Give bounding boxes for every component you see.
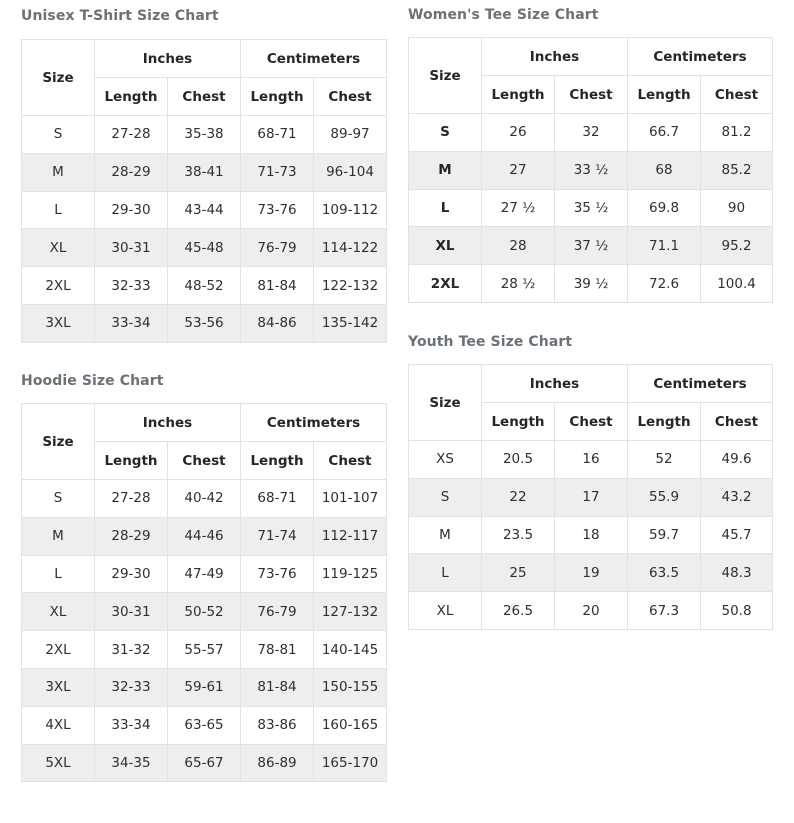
chest-cm-cell: 49.6 bbox=[701, 441, 773, 479]
length-cm-cell: 71-74 bbox=[241, 517, 314, 555]
length-in-cell: 31-32 bbox=[95, 631, 168, 669]
length-cm-cell: 73-76 bbox=[241, 555, 314, 593]
centimeters-header: Centimeters bbox=[241, 404, 387, 442]
chest-cm-cell: 101-107 bbox=[314, 480, 387, 518]
length-cm-cell: 68-71 bbox=[241, 480, 314, 518]
size-header: Size bbox=[22, 40, 95, 116]
length-in-cell: 33-34 bbox=[95, 304, 168, 342]
chest-in-cell: 37 ½ bbox=[555, 227, 628, 265]
length-in-cell: 25 bbox=[482, 554, 555, 592]
chart-title: Youth Tee Size Chart bbox=[408, 334, 573, 350]
size-cell: 4XL bbox=[22, 706, 95, 744]
chest-in-cell: 19 bbox=[555, 554, 628, 592]
length-cm-cell: 66.7 bbox=[628, 114, 701, 152]
length-cm-cell: 72.6 bbox=[628, 265, 701, 303]
chest-in-cell: 40-42 bbox=[168, 480, 241, 518]
length-cm-cell: 55.9 bbox=[628, 478, 701, 516]
length-cm-header: Length bbox=[628, 76, 701, 114]
length-in-cell: 28-29 bbox=[95, 153, 168, 191]
chest-cm-header: Chest bbox=[701, 403, 773, 441]
chest-cm-cell: 160-165 bbox=[314, 706, 387, 744]
chest-in-cell: 63-65 bbox=[168, 706, 241, 744]
chest-cm-cell: 122-132 bbox=[314, 267, 387, 305]
table-row bbox=[22, 706, 387, 744]
length-cm-cell: 73-76 bbox=[241, 191, 314, 229]
chest-cm-cell: 96-104 bbox=[314, 153, 387, 191]
table-row bbox=[409, 478, 773, 516]
size-cell: XL bbox=[22, 229, 95, 267]
chest-in-cell: 48-52 bbox=[168, 267, 241, 305]
length-in-cell: 27-28 bbox=[95, 480, 168, 518]
length-in-header: Length bbox=[482, 403, 555, 441]
chest-cm-cell: 95.2 bbox=[701, 227, 773, 265]
centimeters-header: Centimeters bbox=[628, 365, 773, 403]
table-row bbox=[22, 517, 387, 555]
size-header: Size bbox=[409, 365, 482, 441]
size-table bbox=[21, 39, 387, 343]
chest-in-cell: 55-57 bbox=[168, 631, 241, 669]
chest-cm-cell: 45.7 bbox=[701, 516, 773, 554]
chest-in-cell: 35-38 bbox=[168, 116, 241, 154]
chest-cm-header: Chest bbox=[314, 78, 387, 116]
table-row bbox=[409, 114, 773, 152]
chest-in-cell: 16 bbox=[555, 441, 628, 479]
size-cell: S bbox=[22, 116, 95, 154]
chest-cm-cell: 114-122 bbox=[314, 229, 387, 267]
length-cm-cell: 71.1 bbox=[628, 227, 701, 265]
length-cm-cell: 52 bbox=[628, 441, 701, 479]
size-cell: S bbox=[409, 114, 482, 152]
table-row bbox=[22, 191, 387, 229]
table-row bbox=[409, 554, 773, 592]
length-in-header: Length bbox=[95, 442, 168, 480]
centimeters-header: Centimeters bbox=[628, 38, 773, 76]
length-cm-cell: 63.5 bbox=[628, 554, 701, 592]
chest-cm-cell: 140-145 bbox=[314, 631, 387, 669]
chest-cm-cell: 43.2 bbox=[701, 478, 773, 516]
inches-header: Inches bbox=[482, 38, 628, 76]
size-cell: XL bbox=[409, 592, 482, 630]
chest-cm-cell: 112-117 bbox=[314, 517, 387, 555]
length-cm-header: Length bbox=[628, 403, 701, 441]
table-row bbox=[22, 229, 387, 267]
length-cm-cell: 84-86 bbox=[241, 304, 314, 342]
chest-in-cell: 33 ½ bbox=[555, 151, 628, 189]
chest-cm-header: Chest bbox=[701, 76, 773, 114]
chest-cm-cell: 100.4 bbox=[701, 265, 773, 303]
table-row bbox=[22, 304, 387, 342]
size-table bbox=[21, 403, 387, 782]
size-cell: M bbox=[22, 517, 95, 555]
size-cell: L bbox=[409, 189, 482, 227]
chest-cm-cell: 165-170 bbox=[314, 744, 387, 782]
chest-cm-cell: 127-132 bbox=[314, 593, 387, 631]
table-row bbox=[22, 593, 387, 631]
length-cm-cell: 81-84 bbox=[241, 267, 314, 305]
length-in-cell: 20.5 bbox=[482, 441, 555, 479]
size-cell: 3XL bbox=[22, 668, 95, 706]
table-row bbox=[409, 592, 773, 630]
length-cm-header: Length bbox=[241, 78, 314, 116]
chest-in-cell: 35 ½ bbox=[555, 189, 628, 227]
table-row bbox=[409, 441, 773, 479]
size-table bbox=[408, 364, 773, 630]
table-row bbox=[409, 516, 773, 554]
chest-in-cell: 50-52 bbox=[168, 593, 241, 631]
chest-cm-cell: 81.2 bbox=[701, 114, 773, 152]
chart-title: Unisex T-Shirt Size Chart bbox=[21, 8, 219, 24]
centimeters-header: Centimeters bbox=[241, 40, 387, 78]
chest-cm-cell: 90 bbox=[701, 189, 773, 227]
size-cell: XL bbox=[409, 227, 482, 265]
chest-in-header: Chest bbox=[555, 403, 628, 441]
chest-in-cell: 65-67 bbox=[168, 744, 241, 782]
chest-in-cell: 32 bbox=[555, 114, 628, 152]
chest-cm-cell: 109-112 bbox=[314, 191, 387, 229]
length-in-cell: 32-33 bbox=[95, 267, 168, 305]
length-cm-cell: 68-71 bbox=[241, 116, 314, 154]
size-cell: 2XL bbox=[22, 631, 95, 669]
chest-in-cell: 39 ½ bbox=[555, 265, 628, 303]
length-cm-cell: 78-81 bbox=[241, 631, 314, 669]
size-cell: XL bbox=[22, 593, 95, 631]
chest-in-cell: 38-41 bbox=[168, 153, 241, 191]
length-cm-cell: 67.3 bbox=[628, 592, 701, 630]
table-row bbox=[409, 151, 773, 189]
chest-cm-cell: 89-97 bbox=[314, 116, 387, 154]
length-cm-cell: 68 bbox=[628, 151, 701, 189]
length-in-cell: 28-29 bbox=[95, 517, 168, 555]
length-in-cell: 26.5 bbox=[482, 592, 555, 630]
chest-cm-cell: 119-125 bbox=[314, 555, 387, 593]
table-row bbox=[409, 189, 773, 227]
size-cell: L bbox=[22, 555, 95, 593]
chest-cm-cell: 150-155 bbox=[314, 668, 387, 706]
chest-in-cell: 43-44 bbox=[168, 191, 241, 229]
length-in-header: Length bbox=[482, 76, 555, 114]
size-cell: 2XL bbox=[409, 265, 482, 303]
table-row bbox=[22, 153, 387, 191]
chart-title: Hoodie Size Chart bbox=[21, 373, 164, 389]
length-in-cell: 33-34 bbox=[95, 706, 168, 744]
table-row bbox=[22, 744, 387, 782]
length-in-header: Length bbox=[95, 78, 168, 116]
size-cell: M bbox=[22, 153, 95, 191]
length-in-cell: 22 bbox=[482, 478, 555, 516]
length-in-cell: 28 bbox=[482, 227, 555, 265]
chest-in-cell: 47-49 bbox=[168, 555, 241, 593]
chest-in-header: Chest bbox=[168, 442, 241, 480]
chest-cm-cell: 85.2 bbox=[701, 151, 773, 189]
length-cm-cell: 76-79 bbox=[241, 593, 314, 631]
table-row bbox=[409, 265, 773, 303]
size-cell: 2XL bbox=[22, 267, 95, 305]
size-header: Size bbox=[409, 38, 482, 114]
size-cell: S bbox=[22, 480, 95, 518]
table-row bbox=[22, 555, 387, 593]
size-cell: XS bbox=[409, 441, 482, 479]
length-cm-header: Length bbox=[241, 442, 314, 480]
length-in-cell: 29-30 bbox=[95, 555, 168, 593]
size-header: Size bbox=[22, 404, 95, 480]
length-in-cell: 27 ½ bbox=[482, 189, 555, 227]
inches-header: Inches bbox=[95, 40, 241, 78]
length-in-cell: 32-33 bbox=[95, 668, 168, 706]
chest-in-cell: 20 bbox=[555, 592, 628, 630]
chart-title: Women's Tee Size Chart bbox=[408, 7, 599, 23]
chest-cm-cell: 50.8 bbox=[701, 592, 773, 630]
length-in-cell: 34-35 bbox=[95, 744, 168, 782]
inches-header: Inches bbox=[482, 365, 628, 403]
table-row bbox=[22, 480, 387, 518]
chest-cm-cell: 48.3 bbox=[701, 554, 773, 592]
chest-in-cell: 45-48 bbox=[168, 229, 241, 267]
table-row bbox=[22, 668, 387, 706]
size-cell: S bbox=[409, 478, 482, 516]
size-cell: L bbox=[409, 554, 482, 592]
length-cm-cell: 59.7 bbox=[628, 516, 701, 554]
chest-cm-header: Chest bbox=[314, 442, 387, 480]
chest-in-cell: 18 bbox=[555, 516, 628, 554]
length-in-cell: 26 bbox=[482, 114, 555, 152]
chest-in-header: Chest bbox=[168, 78, 241, 116]
chest-cm-cell: 135-142 bbox=[314, 304, 387, 342]
size-cell: L bbox=[22, 191, 95, 229]
length-in-cell: 30-31 bbox=[95, 229, 168, 267]
length-in-cell: 27 bbox=[482, 151, 555, 189]
length-cm-cell: 86-89 bbox=[241, 744, 314, 782]
table-row bbox=[22, 267, 387, 305]
table-row bbox=[22, 631, 387, 669]
length-in-cell: 27-28 bbox=[95, 116, 168, 154]
length-in-cell: 30-31 bbox=[95, 593, 168, 631]
size-table bbox=[408, 37, 773, 303]
length-in-cell: 29-30 bbox=[95, 191, 168, 229]
size-cell: M bbox=[409, 516, 482, 554]
inches-header: Inches bbox=[95, 404, 241, 442]
chest-in-cell: 59-61 bbox=[168, 668, 241, 706]
chest-in-cell: 53-56 bbox=[168, 304, 241, 342]
length-in-cell: 23.5 bbox=[482, 516, 555, 554]
table-row bbox=[22, 116, 387, 154]
chest-in-cell: 44-46 bbox=[168, 517, 241, 555]
size-cell: 3XL bbox=[22, 304, 95, 342]
length-cm-cell: 71-73 bbox=[241, 153, 314, 191]
table-row bbox=[409, 227, 773, 265]
chest-in-header: Chest bbox=[555, 76, 628, 114]
size-cell: 5XL bbox=[22, 744, 95, 782]
length-in-cell: 28 ½ bbox=[482, 265, 555, 303]
length-cm-cell: 76-79 bbox=[241, 229, 314, 267]
length-cm-cell: 81-84 bbox=[241, 668, 314, 706]
chest-in-cell: 17 bbox=[555, 478, 628, 516]
length-cm-cell: 69.8 bbox=[628, 189, 701, 227]
size-cell: M bbox=[409, 151, 482, 189]
length-cm-cell: 83-86 bbox=[241, 706, 314, 744]
